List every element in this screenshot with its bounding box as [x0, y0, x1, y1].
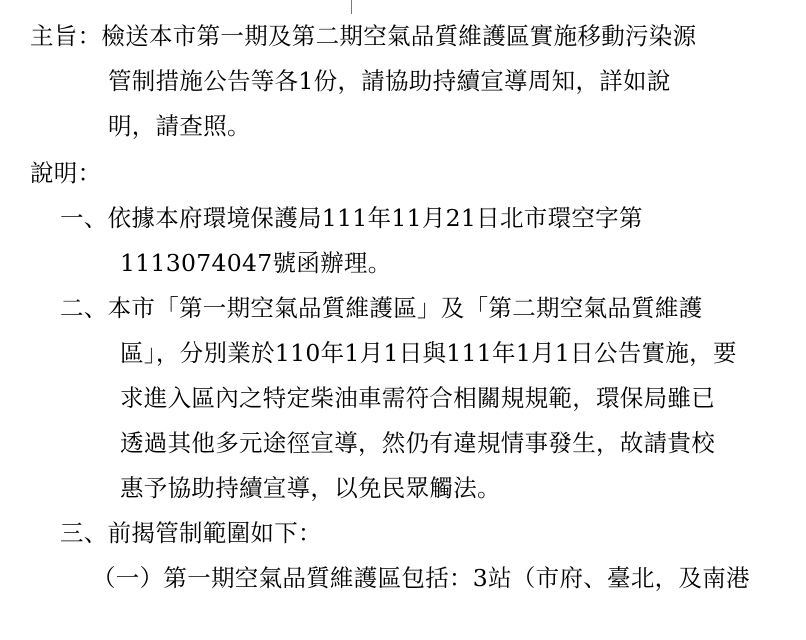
subject-first-line — [30, 14, 780, 59]
stray-pen-mark — [351, 0, 352, 14]
item-1-text-1: 依據本府環境保護局111年11月21日北市環空字第 — [107, 204, 643, 232]
subject-block — [30, 14, 780, 149]
subject-label: 主旨： — [30, 22, 102, 50]
item-2-text-1: 本市「第一期空氣品質維護區」及「第二期空氣品質維護 — [107, 294, 703, 322]
item-3-text-1: 前揭管制範圍如下： — [107, 519, 322, 547]
item-2-line-5: 惠予協助持續宣導，以免民眾觸法。 — [120, 474, 501, 502]
item-3-marker: 三、 — [60, 519, 108, 547]
item-3-line-1 — [30, 511, 780, 556]
explanation-label: 說明： — [30, 159, 102, 187]
subitem-1-line-1 — [30, 556, 780, 601]
item-1 — [30, 196, 780, 286]
subject-line-2: 管制措施公告等各1份，請協助持續宣導周知，詳如說 — [108, 67, 671, 95]
subject-line-1: 檢送本市第一期及第二期空氣品質維護區實施移動污染源 — [101, 22, 697, 50]
subitem-1-text-1: 第一期空氣品質維護區包括：3站（市府、臺北，及南港 — [163, 564, 750, 592]
item-2-line-2: 區」，分別業於110年1月1日與111年1月1日公告實施，要 — [120, 339, 737, 367]
item-2 — [30, 286, 780, 511]
item-2-line-1 — [30, 286, 780, 331]
item-1-line-2: 1113074047號函辦理。 — [120, 249, 392, 277]
subitem-1-marker: （一） — [92, 564, 164, 592]
item-2-marker: 二、 — [60, 294, 108, 322]
item-1-line-1 — [30, 196, 780, 241]
item-2-line-3: 求進入區內之特定柴油車需符合相關規規範，環保局雖已 — [120, 384, 715, 412]
item-3 — [30, 511, 780, 556]
item-2-line-4: 透過其他多元途徑宣導，然仍有違規情事發生，故請貴校 — [120, 429, 715, 457]
subitem-1 — [30, 556, 780, 601]
item-1-marker: 一、 — [60, 204, 108, 232]
subject-line-3: 明，請查照。 — [108, 112, 251, 140]
